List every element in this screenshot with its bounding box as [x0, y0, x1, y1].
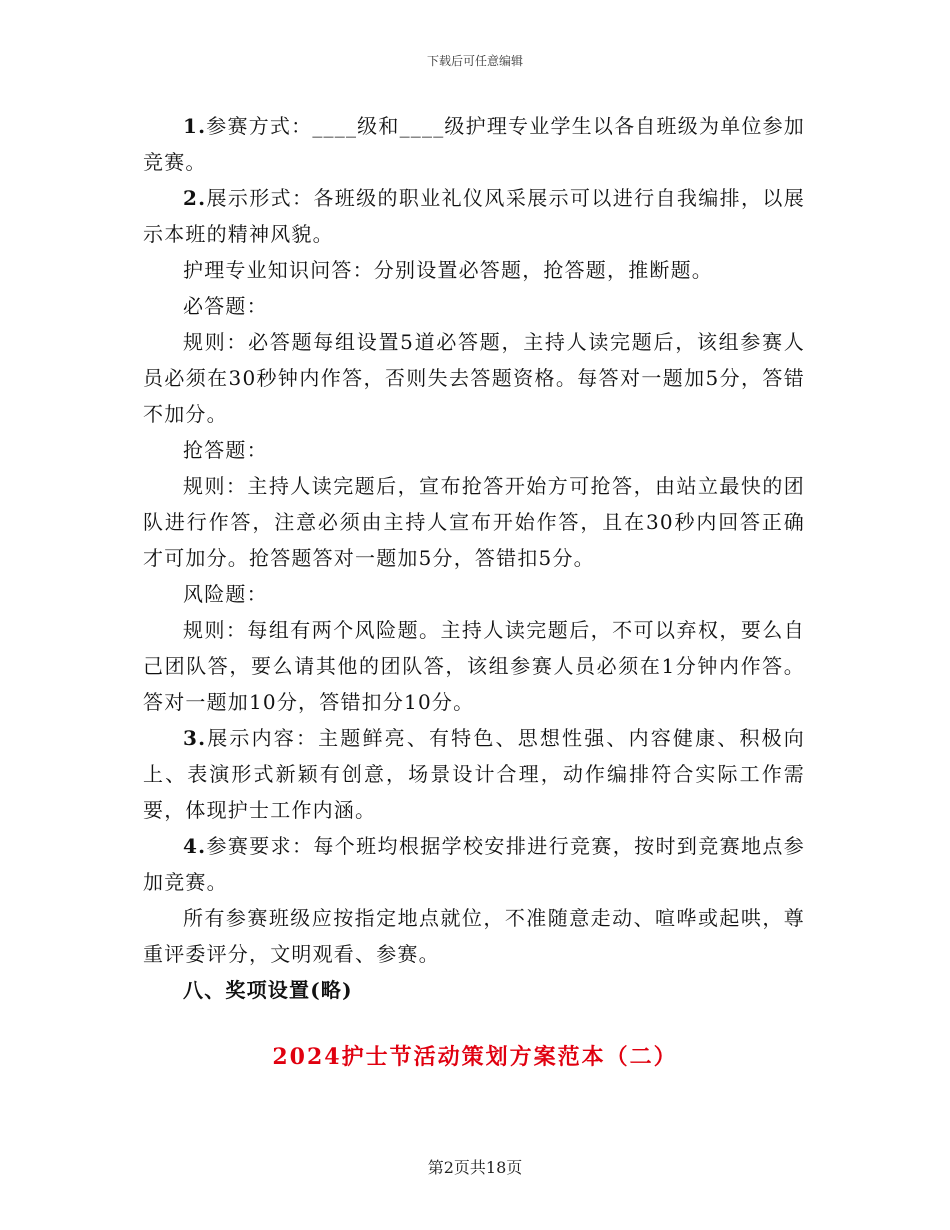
- document-subtitle: 2024护士节活动策划方案范本（二）: [272, 1044, 678, 1070]
- paragraph-text: 参赛要求：每个班均根据学校安排进行竞赛，按时到竞赛地点参加竞赛。: [143, 834, 805, 894]
- paragraph-buzzer-rules: 规则：主持人读完题后，宣布抢答开始方可抢答，由站立最快的团队进行作答，注意必须由主持人宣布开始作答，且在30秒内回答正确才可加分。抢答题答对一题加5分，答错扣5分。: [143, 474, 805, 570]
- item-number: 3.: [183, 726, 207, 750]
- paragraph-format: [143, 180, 805, 252]
- paragraph-conduct: 所有参赛班级应按指定地点就位，不准随意走动、喧哗或起哄，尊重评委评分，文明观看、参赛。: [143, 906, 805, 966]
- paragraph-requirements: [143, 828, 805, 900]
- paragraph-text: 参赛方式：____级和____级护理专业学生以各自班级为单位参加竞赛。: [143, 114, 805, 174]
- paragraph-buzzer-heading: 抢答题：: [183, 438, 268, 462]
- paragraph-participation: [143, 108, 805, 180]
- paragraph-risk-heading: 风险题：: [183, 582, 268, 606]
- page-header: 下载后可任意编辑: [426, 54, 523, 68]
- item-number: 2.: [183, 186, 207, 210]
- document-body: [143, 108, 805, 1008]
- item-number: 4.: [183, 834, 207, 858]
- paragraph-content: [143, 720, 805, 828]
- paragraph-text: 展示内容：主题鲜亮、有特色、思想性强、内容健康、积极向上、表演形式新颖有创意，场景设计合理，动作编排符合实际工作需要，体现护士工作内涵。: [143, 726, 805, 822]
- page-footer: 第2页共18页: [427, 1158, 523, 1177]
- paragraph-risk-rules: 规则：每组有两个风险题。主持人读完题后，不可以弃权，要么自己团队答，要么请其他的团队答，该组参赛人员必须在1分钟内作答。答对一题加10分，答错扣分10分。: [143, 618, 805, 714]
- paragraph-required-rules: 规则：必答题每组设置5道必答题，主持人读完题后，该组参赛人员必须在30秒钟内作答，否则失去答题资格。每答对一题加5分，答错不加分。: [143, 330, 805, 426]
- paragraph-required-heading: 必答题：: [183, 294, 268, 318]
- paragraph-quiz: 护理专业知识问答：分别设置必答题，抢答题，推断题。: [183, 258, 713, 282]
- paragraph-text: 展示形式：各班级的职业礼仪风采展示可以进行自我编排，以展示本班的精神风貌。: [143, 186, 805, 246]
- item-number: 1.: [183, 114, 207, 138]
- section-heading-awards: 八、奖项设置(略): [183, 978, 353, 1002]
